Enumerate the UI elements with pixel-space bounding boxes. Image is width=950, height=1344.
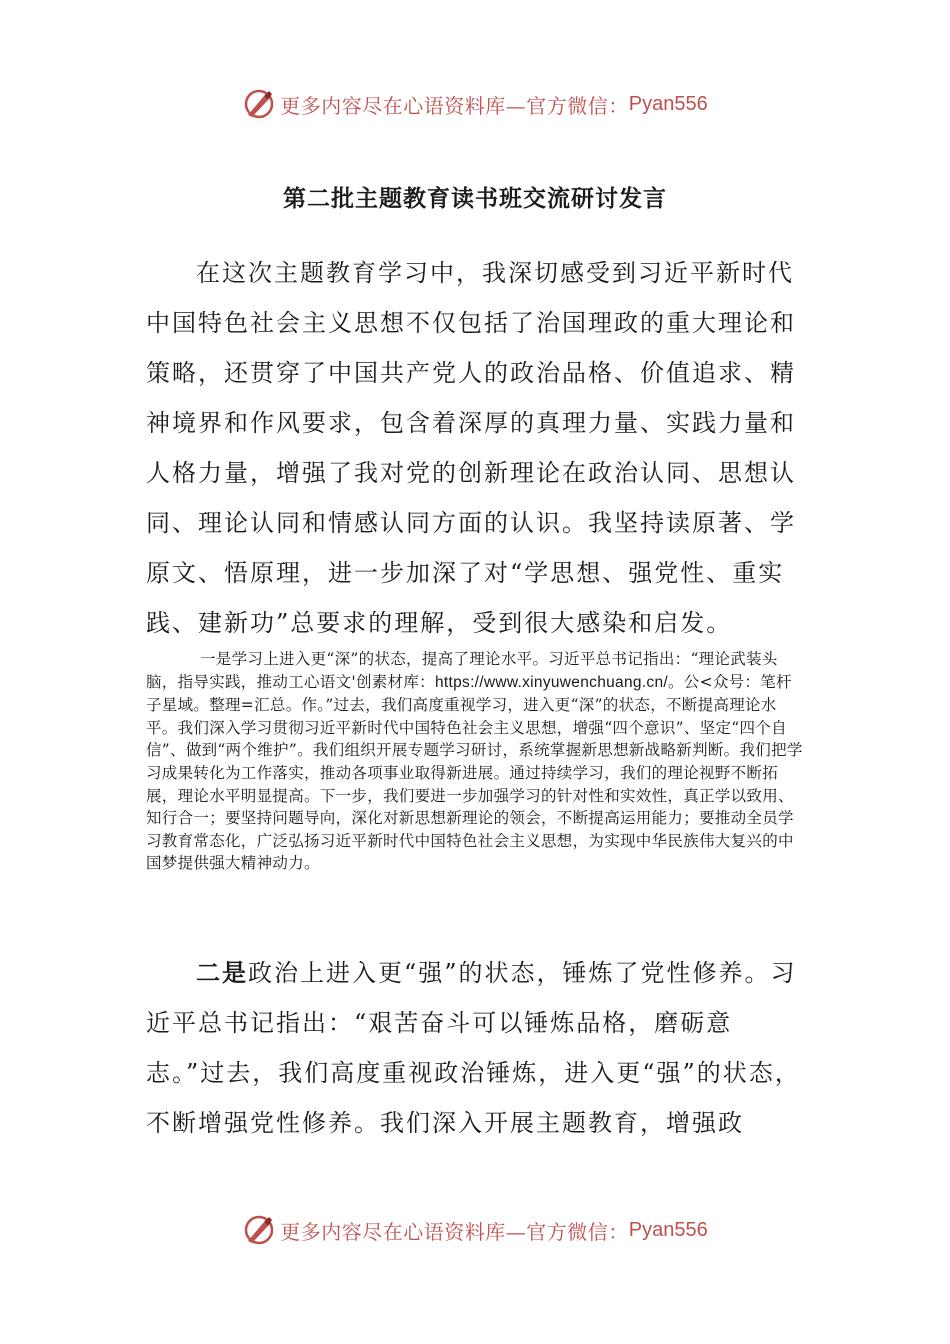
banner-text: 更多内容尽在心语资料库—官方微信： bbox=[280, 1219, 629, 1244]
banner-wechat-id: Pyan556 bbox=[628, 1218, 708, 1241]
point-two-rest: 政治上进入更“强”的状态，锤炼了党性修养。习近平总书记指出：“艰苦奋斗可以锤炼品格，磨砺意志。”过去，我们高度重视政治锤炼，进入更“强”的状态，不断增强党性修养。我们深入开展主题教育，增强政 bbox=[146, 959, 801, 1137]
footer-banner bbox=[0, 1210, 950, 1250]
point-two-lead: 二是 bbox=[196, 959, 248, 987]
banner-text: 更多内容尽在心语资料库—官方微信： bbox=[280, 93, 629, 118]
paragraph-intro: 在这次主题教育学习中，我深切感受到习近平新时代中国特色社会主义思想不仅包括了治国理政的重大理论和策略，还贯穿了中国共产党人的政治品格、价值追求、精神境界和作风要求，包含着深厚的真理力量、实践力量和人格力量，增强了我对党的创新理论在政治认同、思想认同、理论认同和情感认同方面的认识。我坚持读原著、学原文、悟原理，进一步加深了对“学思想、强党性、重实践、建新功”总要求的理解，受到很大感染和启发。 bbox=[146, 259, 796, 637]
banner-wechat-id: Pyan556 bbox=[628, 92, 708, 115]
pen-nib-logo-icon bbox=[242, 87, 276, 121]
document-title: 第二批主题教育读书班交流研讨发言 bbox=[283, 186, 667, 212]
paragraph-point-one bbox=[146, 648, 806, 875]
pen-nib-logo-icon bbox=[242, 1213, 276, 1247]
header-banner bbox=[0, 84, 950, 124]
point-one-lead: 一是学习上进入更“深”的状态，提高了理论水平。习近平总书记指出：“理论武装头脑，指导实践，推动工心语文'创素材库： bbox=[146, 650, 778, 691]
point-one-rest: 。公<众号：笔杆子星域。整理=汇总。作。”过去，我们高度重视学习，进入更“深”的状态，不断提高理论水平。我们深入学习贯彻习近平新时代中国特色社会主义思想，增强“四个意识”、坚定“四个自信”、做到“两个维护”。我们组织开展专题学习研讨，系统掌握新思想新战略新判断。我们把学习成果转化为工作落实，推动各项事业取得新进展。通过持续学习，我们的理论视野不断拓展，理论水平明显提高。下一步，我们要进一步加强学习的针对性和实效性，真正学以致用、知行合一；要坚持问题导向，深化对新思想新理论的领会，不断提高运用能力；要推动全员学习教育常态化，广泛弘扬习近平新时代中国特色社会主义思想，为实现中华民族伟大复兴的中国梦提供强大精神动力。 bbox=[146, 672, 803, 873]
point-one-url: https://www.xinyuwenchuang.cn/ bbox=[434, 673, 668, 691]
paragraph-point-two bbox=[146, 948, 806, 1148]
